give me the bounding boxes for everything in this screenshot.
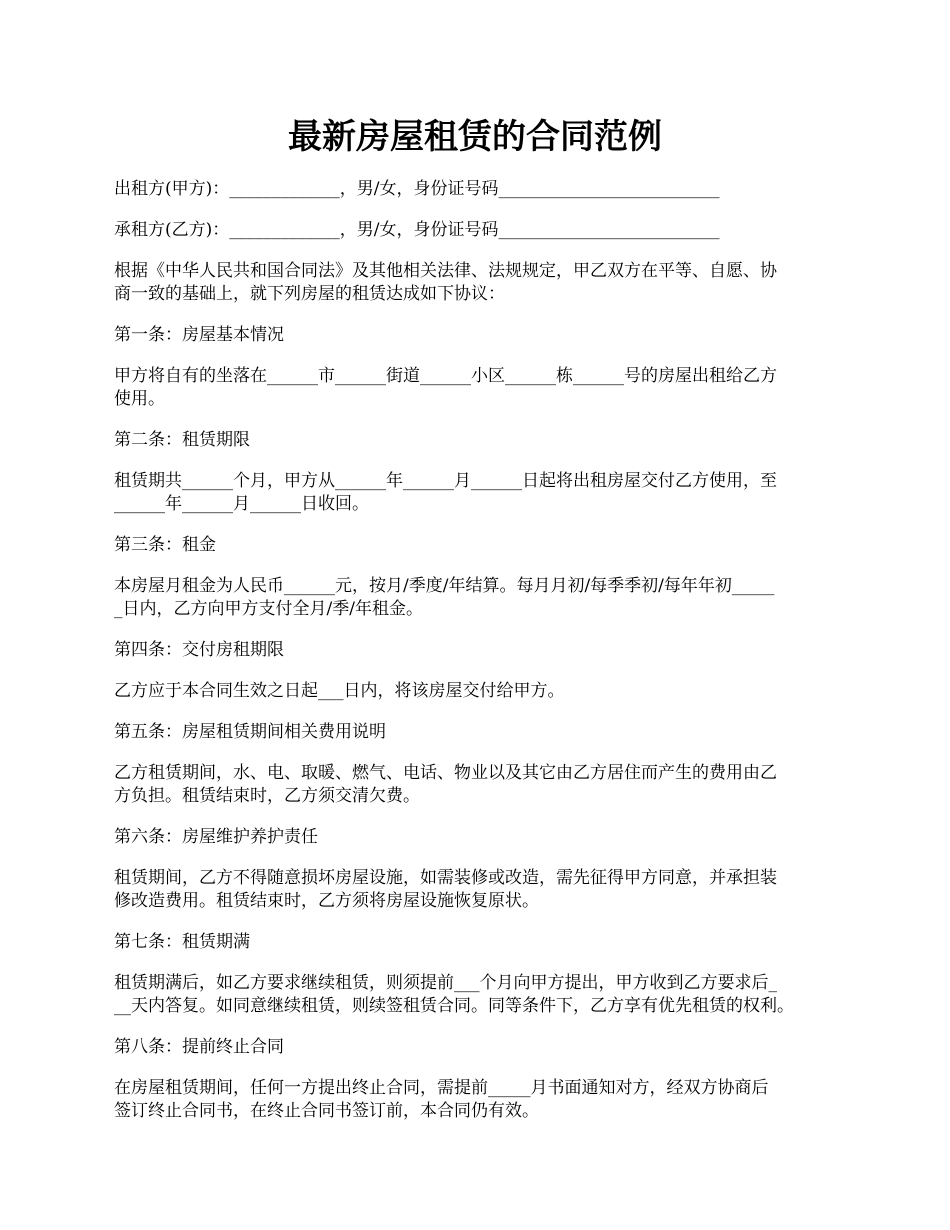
article-8-text-2: 签订终止合同书，在终止合同书签订前，本合同仍有效。: [114, 1101, 539, 1121]
spacer: [114, 411, 854, 429]
spacer: [114, 242, 854, 260]
article-5-text-1: 乙方租赁期间，水、电、取暖、燃气、电话、物业以及其它由乙方居住而产生的费用由乙: [114, 763, 777, 783]
article-8-text-1: 在房屋租赁期间，任何一方提出终止合同，需提前_____月书面通知对方，经双方协商后: [114, 1078, 769, 1098]
spacer: [114, 557, 854, 575]
document-title: 最新房屋租赁的合同范例: [288, 117, 662, 157]
article-7-heading: 第七条：租赁期满: [114, 932, 250, 952]
spacer: [114, 516, 854, 534]
article-5-text-2: 方负担。租赁结束时，乙方须交清欠费。: [114, 786, 420, 806]
spacer: [114, 621, 854, 639]
spacer: [114, 703, 854, 721]
spacer: [114, 662, 854, 680]
line-06: 商一致的基础上，就下列房屋的租赁达成如下协议：: [114, 284, 505, 304]
line-03: 承租方(乙方)：_____________，男/女，身份证号码__________________________: [114, 220, 720, 240]
article-6-text-2: 修改造费用。租赁结束时，乙方须将房屋设施恢复原状。: [114, 891, 539, 911]
article-7-text-2: __天内答复。如同意继续租赁，则续签租赁合同。同等条件下，乙方享有优先租赁的权利。: [114, 996, 794, 1016]
article-2-text-2: ______年______月______日收回。: [114, 494, 369, 514]
line-05: 根据《中华人民共和国合同法》及其他相关法律、法规规定，甲乙双方在平等、自愿、协: [114, 261, 777, 281]
article-3-text-2: _日内，乙方向甲方支付全月/季/年租金。: [114, 599, 423, 619]
spacer: [114, 913, 854, 931]
spacer: [114, 744, 854, 762]
spacer: [114, 849, 854, 867]
line-01: 出租方(甲方)：_____________，男/女，身份证号码__________________________: [114, 179, 720, 199]
article-5-heading: 第五条：房屋租赁期间相关费用说明: [114, 722, 386, 742]
article-1-heading: 第一条：房屋基本情况: [114, 325, 284, 345]
document-body: [114, 178, 854, 1123]
spacer: [114, 1018, 854, 1036]
spacer: [114, 452, 854, 470]
article-2-text-1: 租赁期共______个月，甲方从______年______月______日起将出租房屋交付乙方使用，至: [114, 471, 777, 491]
article-1-text-2: 使用。: [114, 389, 165, 409]
article-3-heading: 第三条：租金: [114, 535, 216, 555]
spacer: [114, 347, 854, 365]
article-4-heading: 第四条：交付房租期限: [114, 640, 284, 660]
article-3-text-1: 本房屋月租金为人民币______元，按月/季度/年结算。每月月初/每季季初/每年年初_____: [114, 576, 775, 596]
spacer: [114, 201, 854, 219]
article-2-heading: 第二条：租赁期限: [114, 430, 250, 450]
spacer: [114, 1059, 854, 1077]
article-1-text-1: 甲方将自有的坐落在______市______街道______小区______栋______号的房屋出租给乙方: [114, 366, 777, 386]
article-4-text-1: 乙方应于本合同生效之日起___日内，将该房屋交付给甲方。: [114, 681, 565, 701]
article-8-heading: 第八条：提前终止合同: [114, 1037, 284, 1057]
spacer: [114, 808, 854, 826]
spacer: [114, 954, 854, 972]
spacer: [114, 306, 854, 324]
article-6-heading: 第六条：房屋维护养护责任: [114, 827, 318, 847]
article-6-text-1: 租赁期间，乙方不得随意损坏房屋设施，如需装修或改造，需先征得甲方同意，并承担装: [114, 868, 777, 888]
article-7-text-1: 租赁期满后，如乙方要求继续租赁，则须提前___个月向甲方提出，甲方收到乙方要求后_: [114, 973, 777, 993]
